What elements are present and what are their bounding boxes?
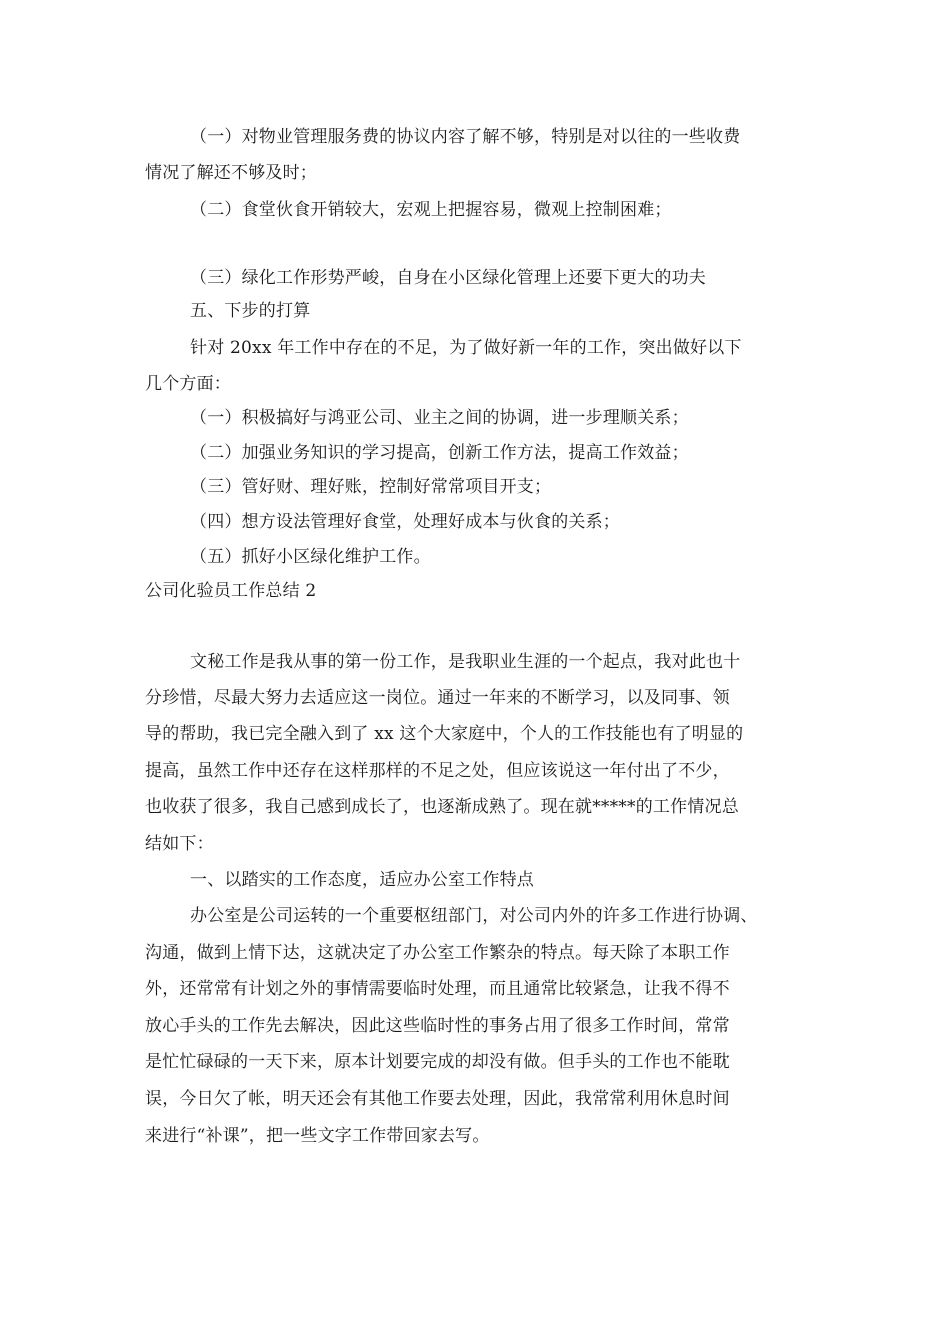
- text-line: 导的帮助，我已完全融入到了 xx 这个大家庭中，个人的工作技能也有了明显的: [145, 724, 744, 744]
- text-line: （三）绿化工作形势严峻，自身在小区绿化管理上还要下更大的功夫: [190, 268, 706, 288]
- text-line: 针对 20xx 年工作中存在的不足，为了做好新一年的工作，突出做好以下: [190, 338, 742, 358]
- text-line: 外，还常常有计划之外的事情需要临时处理，而且通常比较紧急，让我不得不: [145, 979, 730, 999]
- text-line: 沟通，做到上情下达，这就决定了办公室工作繁杂的特点。每天除了本职工作: [145, 943, 730, 963]
- text-line: 来进行“补课”，把一些文字工作带回家去写。: [145, 1126, 490, 1146]
- section-heading: 一、以踏实的工作态度，适应办公室工作特点: [190, 870, 534, 890]
- text-line: 分珍惜，尽最大努力去适应这一岗位。通过一年来的不断学习，以及同事、领: [145, 688, 730, 708]
- text-line: （二）加强业务知识的学习提高，创新工作方法，提高工作效益；: [190, 443, 689, 463]
- text-line: 文秘工作是我从事的第一份工作，是我职业生涯的一个起点，我对此也十: [190, 652, 741, 672]
- text-line: 情况了解还不够及时；: [145, 163, 317, 183]
- text-line: 是忙忙碌碌的一天下来，原本计划要完成的却没有做。但手头的工作也不能耽: [145, 1052, 730, 1072]
- text-line: 几个方面：: [145, 374, 231, 394]
- text-line: 结如下：: [145, 834, 214, 854]
- text-line: （四）想方设法管理好食堂，处理好成本与伙食的关系；: [190, 512, 620, 532]
- text-line: （一）积极搞好与鸿亚公司、业主之间的协调，进一步理顺关系；: [190, 408, 689, 428]
- text-line: （五）抓好小区绿化维护工作。: [190, 547, 431, 567]
- text-line: （一）对物业管理服务费的协议内容了解不够，特别是对以往的一些收费: [190, 127, 741, 147]
- text-line: 提高，虽然工作中还存在这样那样的不足之处，但应该说这一年付出了不少，: [145, 761, 730, 781]
- text-line: 办公室是公司运转的一个重要枢纽部门，对公司内外的许多工作进行协调、: [190, 906, 758, 926]
- text-line: 也收获了很多，我自己感到成长了，也逐渐成熟了。现在就*****的工作情况总: [145, 797, 739, 817]
- text-line: 放心手头的工作先去解决，因此这些临时性的事务占用了很多工作时间，常常: [145, 1016, 730, 1036]
- text-line: （三）管好财、理好账，控制好常常项目开支；: [190, 477, 552, 497]
- document-title: 公司化验员工作总结 2: [145, 581, 317, 601]
- text-line: （二）食堂伙食开销较大，宏观上把握容易，微观上控制困难；: [190, 200, 672, 220]
- section-heading: 五、下步的打算: [190, 301, 311, 321]
- text-line: 误，今日欠了帐，明天还会有其他工作要去处理，因此，我常常利用休息时间: [145, 1089, 730, 1109]
